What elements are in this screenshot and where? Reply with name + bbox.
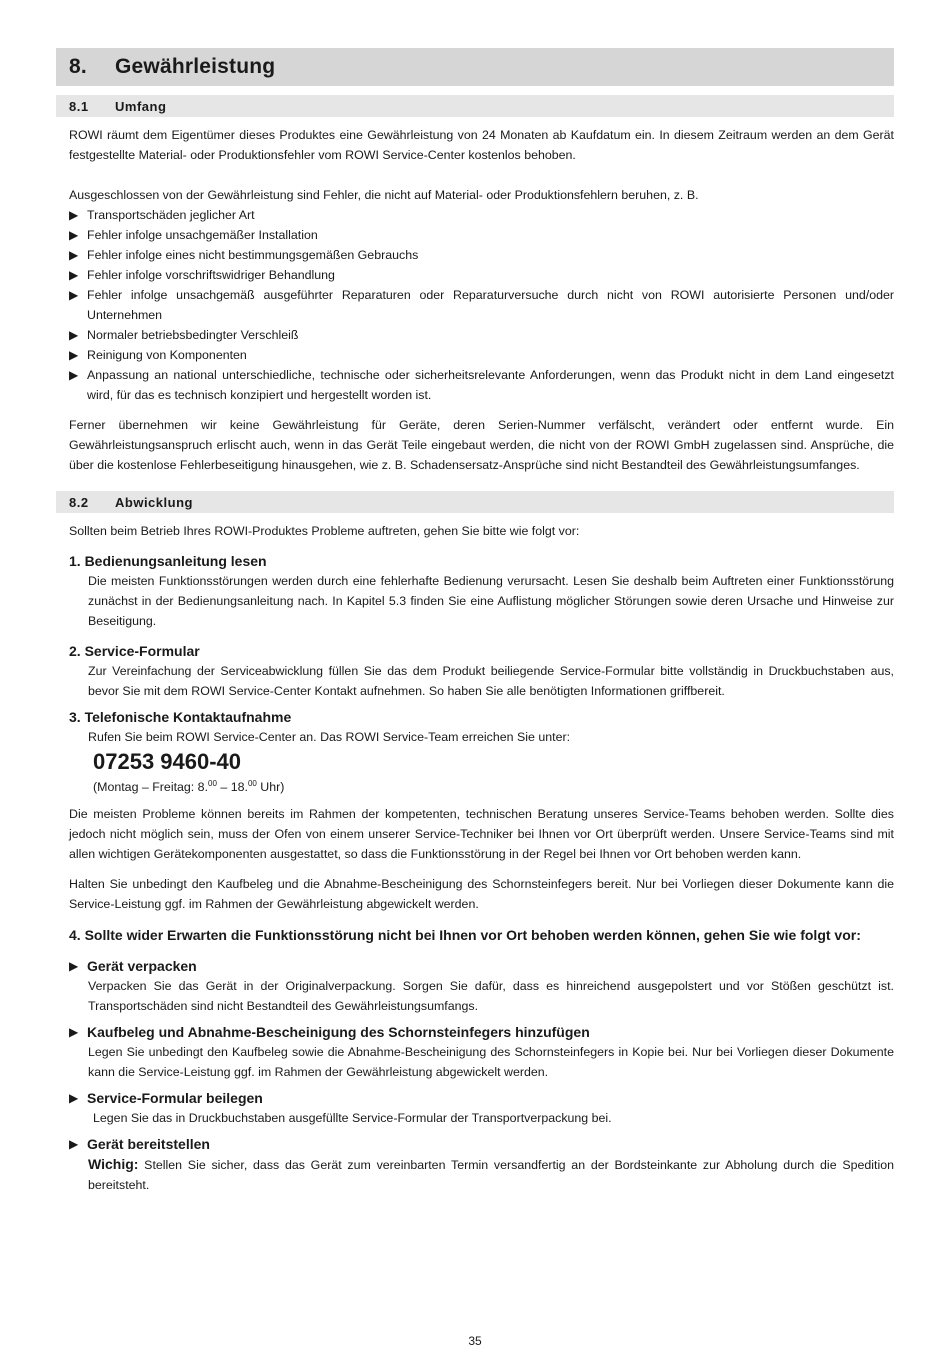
subsection-title: Umfang — [115, 98, 167, 114]
paragraph-service-teams: Die meisten Probleme können bereits im Rahmen der kompetenten, technischen Beratung unseres Service-Teams behoben werden. Sollte dies jedoch nicht möglich sein, muss der Ofen von einem unserer Service-Techniker bei Ihnen vor Ort überprüft werden. Unsere Service-Teams sind mit allen wichtigen Gerätekomponenten ausgestattet, so dass die Funktionsstörung in der Regel bei Ihnen vor Ort behoben werden kann. — [69, 807, 894, 862]
section-heading-8 — [56, 48, 894, 86]
subsection-heading-8-2 — [56, 491, 894, 513]
list-item: ▶ Fehler infolge vorschriftswidriger Behandlung — [69, 265, 894, 285]
exclusions-list — [69, 205, 894, 405]
arrow-right-icon: ▶ — [69, 208, 79, 222]
arrow-right-icon: ▶ — [69, 959, 79, 974]
step-1-body: Die meisten Funktionsstörungen werden durch eine fehlerhafte Bedienung verursacht. Lesen Sie deshalb beim Auftreten einer Funktionsstörung zunächst in der Bedienungsanleitung nach. In Kapitel 5.3 finden Sie eine Auflistung möglicher Störungen sowie deren Ursache und Hinweise zur Beseitigung. — [88, 574, 894, 628]
subsection-title: Abwicklung — [115, 494, 193, 510]
substep-title: ▶ Gerät bereitstellen — [69, 1136, 210, 1153]
section-number: 8. — [69, 55, 87, 78]
substep-body: Legen Sie unbedingt den Kaufbeleg sowie die Abnahme-Bescheinigung des Schornsteinfegers in Kopie bei. Nur bei Vorliegen dieser Dokumente kann die Service-Leistung ggf. im Rahmen der Gewährleistung abgewickelt werden. — [88, 1045, 894, 1080]
arrow-right-icon: ▶ — [69, 248, 79, 262]
arrow-right-icon: ▶ — [69, 328, 79, 342]
substep-body: Wichig: Stellen Sie sicher, dass das Gerät zum vereinbarten Termin versandfertig an der Bordsteinkante zur Abholung durch die Spedition bereitsteht. — [88, 1156, 894, 1193]
abwicklung-intro: Sollten beim Betrieb Ihres ROWI-Produktes Probleme auftreten, gehen Sie bitte wie folgt vor: — [69, 524, 580, 538]
page-content — [56, 48, 894, 1195]
list-item: ▶ Fehler infolge unsachgemäßer Installation — [69, 225, 894, 245]
arrow-right-icon: ▶ — [69, 228, 79, 242]
list-item: ▶ Fehler infolge eines nicht bestimmungsgemäßen Gebrauchs — [69, 245, 894, 265]
substep-body: Legen Sie das in Druckbuchstaben ausgefüllte Service-Formular der Transportverpackung bei. — [93, 1111, 612, 1126]
list-item: ▶ Anpassung an national unterschiedliche, technische oder sicherheitsrelevante Anforderungen, wenn das Produkt nicht in dem Land eingesetzt wird, für das es technisch konzipiert und hergestellt worden ist. — [69, 365, 894, 405]
list-item: ▶ Fehler infolge unsachgemäß ausgeführter Reparaturen oder Reparaturversuche durch nicht von ROWI autorisierte Personen und/oder Unternehmen — [69, 285, 894, 325]
substep-title: ▶ Gerät verpacken — [69, 958, 197, 975]
list-item: ▶ Reinigung von Komponenten — [69, 345, 894, 365]
page-number: 35 — [468, 1334, 482, 1348]
step-2-title: 2. Service-Formular — [69, 643, 200, 659]
substep-title: ▶ Kaufbeleg und Abnahme-Bescheinigung des Schornsteinfegers hinzufügen — [69, 1024, 590, 1041]
arrow-right-icon: ▶ — [69, 288, 79, 302]
arrow-right-icon: ▶ — [69, 348, 79, 362]
section-title: Gewährleistung — [115, 55, 276, 78]
substep-body: Verpacken Sie das Gerät in der Originalverpackung. Sorgen Sie dafür, dass es hinreichend ausgepolstert und vor Stößen geschützt ist. Transportschäden sind nicht Bestandteil des Gewährleistungsumfangs. — [88, 979, 894, 1014]
list-item: ▶ Normaler betriebsbedingter Verschleiß — [69, 325, 894, 345]
abwicklung-body — [56, 521, 894, 1195]
umfang-further: Ferner übernehmen wir keine Gewährleistung für Geräte, deren Serien-Nummer verfälscht, verändert oder entfernt wurde. Ein Gewährleistungsanspruch erlischt auch, wenn in das Gerät Teile eingebaut werden, die nicht von der ROWI GmbH zugelassen sind. Ansprüche, die über die kostenlose Fehlerbeseitigung hinausgehen, wie z. B. Schadensersatz-Ansprüche sind nicht Bestandteil des Gewährleistungsumfanges. — [69, 418, 894, 472]
arrow-right-icon: ▶ — [69, 1091, 79, 1106]
step-3-title: 3. Telefonische Kontaktaufnahme — [69, 709, 292, 725]
arrow-right-icon: ▶ — [69, 1025, 79, 1040]
subsection-heading-8-1 — [56, 95, 894, 117]
arrow-right-icon: ▶ — [69, 268, 79, 282]
step-3-body: Rufen Sie beim ROWI Service-Center an. Das ROWI Service-Team erreichen Sie unter: — [88, 730, 571, 744]
list-item: ▶ Transportschäden jeglicher Art — [69, 205, 894, 225]
service-phone-number: 07253 9460-40 — [93, 749, 242, 774]
paragraph-documents: Halten Sie unbedingt den Kaufbeleg und die Abnahme-Bescheinigung des Schornsteinfegers bereit. Nur bei Vorliegen dieser Dokumente kann die Service-Leistung ggf. im Rahmen der Gewährleistung abgewickelt werden. — [69, 877, 894, 912]
subsection-number: 8.2 — [69, 494, 89, 510]
substep-title: ▶ Service-Formular beilegen — [69, 1090, 263, 1107]
step-2-body: Zur Vereinfachung der Serviceabwicklung füllen Sie das dem Produkt beiliegende Service-Formular bitte vollständig in Druckbuchstaben aus, bevor Sie mit dem ROWI Service-Center Kontakt aufnehmen. So haben Sie alle benötigten Informationen griffbereit. — [88, 664, 894, 698]
arrow-right-icon: ▶ — [69, 368, 79, 382]
service-hours: (Montag – Freitag: 8.00 – 18.00 Uhr) — [93, 779, 285, 795]
subsection-number: 8.1 — [69, 98, 89, 114]
umfang-body — [56, 125, 894, 475]
exclusions-lead: Ausgeschlossen von der Gewährleistung sind Fehler, die nicht auf Material- oder Produktionsfehlern beruhen, z. B. — [69, 188, 699, 202]
step-4-title: 4. Sollte wider Erwarten die Funktionsstörung nicht bei Ihnen vor Ort behoben werden können, gehen Sie wie folgt vor: — [69, 927, 861, 944]
important-label: Wichig: — [88, 1156, 139, 1173]
umfang-intro: ROWI räumt dem Eigentümer dieses Produktes eine Gewährleistung von 24 Monaten ab Kaufdatum ein. In diesem Zeitraum werden an dem Gerät festgestellte Material- oder Produktionsfehler vom ROWI Service-Center kostenlos behoben. — [69, 128, 894, 162]
step-1-title: 1. Bedienungsanleitung lesen — [69, 553, 267, 569]
arrow-right-icon: ▶ — [69, 1137, 79, 1152]
